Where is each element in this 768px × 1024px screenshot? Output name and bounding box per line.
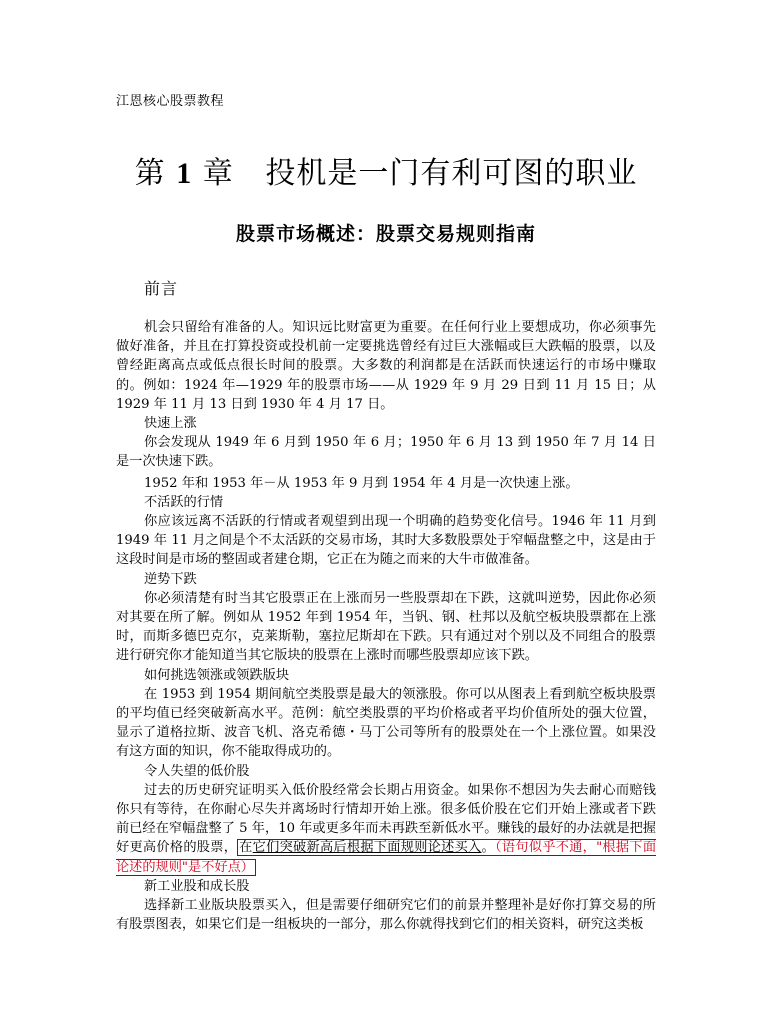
annotated-plain: 在 (239, 840, 253, 856)
chapter-title (116, 148, 656, 192)
paragraph: 你必须清楚有时当其它股票正在上涨而另一些股票却在下跌，这就叫逆势，因此你必须对其要在所了解。例如从 1952 年到 1954 年，当钒、钢、杜邦以及航空板块股票都在上涨时，而斯多德巴克尔，克莱斯勒，塞拉尼斯却在下跌。只有通过对个别以及不同组合的股票进行研究你才能知道当其它版块的股票在上涨时而哪些股票却应该下跌。 (116, 590, 656, 664)
subheading-growth-stocks: 新工业股和成长股 (144, 878, 250, 894)
subheading-low-priced-stocks: 令人失望的低价股 (144, 763, 250, 779)
body-text (116, 318, 656, 935)
chapter-suffix: 章 (192, 156, 234, 191)
subheading-counter-trend: 逆势下跌 (144, 571, 197, 587)
preface-heading: 前言 (144, 279, 179, 298)
paragraph: 选择新工业版块股票买入，但是需要仔细研究它们的前景并整理补是好你打算交易的所有股票图表，如果它们是一组板块的一部分，那么你就得找到它们的相关资料，研究这类板 (116, 898, 656, 933)
subheading-select-leaders: 如何挑选领涨或领跌版块 (144, 667, 290, 683)
chapter-name: 投机是一门有利可图的职业 (265, 156, 638, 191)
subheading-inactive-market: 不活跃的行情 (144, 494, 224, 510)
chapter-number: 1 (176, 157, 193, 190)
paragraph (116, 781, 656, 877)
paragraph: 你应该远离不活跃的行情或者观望到出现一个明确的趋势变化信号。1946 年 11 月到 1949 年 11 月之间是个不太活跃的交易市场，其时大多数股票处于窄幅盘整之中，这是由于这段时间是市场的整固或者建仓期，它正在为随之而来的大牛市做准备。 (116, 514, 656, 568)
editor-note: （语句似乎不通，"根据下面论述的规则"是不好点） (116, 840, 657, 875)
running-header: 江恩核心股票教程 (116, 94, 225, 109)
section-subtitle: 股票市场概述：股票交易规则指南 (235, 223, 536, 245)
paragraph: 在 1953 到 1954 期间航空类股票是最大的领涨股。你可以从图表上看到航空板块股票的平均值已经突破新高水平。范例：航空类股票的平均价格或者平均价值所处的强大位置，显示了道格拉斯、波音飞机、洛克希德・马丁公司等所有的股票处在一个上涨位置。如果没有这方面的知识，你不能取得成功的。 (116, 686, 656, 760)
paragraph: 1952 年和 1953 年－从 1953 年 9 月到 1954 年 4 月是一次快速上涨。 (144, 475, 579, 491)
paragraph: 机会只留给有准备的人。知识远比财富更为重要。在任何行业上要想成功，你必须事先做好准备，并且在打算投资或投机前一定要挑选曾经有过巨大涨幅或巨大跌幅的股票，以及曾经距离高点或低点很长时间的股票。大多数的利润都是在活跃而快速运行的市场中赚取的。例如：1924 年—1929 年的股票市场——从 1929 年 9 月 29 日到 11 月 15 日；从 1929 年 11 月 13 日到 1930 年 4 月 17 日。 (116, 320, 656, 412)
paragraph: 你会发现从 1949 年 6 月到 1950 年 6 月；1950 年 6 月 13 到 1950 年 7 月 14 日是一次快速下跌。 (116, 435, 656, 470)
paragraph-text: 过去的历史研究证明买入低价股经常会长期占用资金。如果你不想因为失去耐心而赔钱你只有等待，在你耐心尽失并离场时行情却开始上涨。很多低价股在它们开始上涨或者下跌前已经在窄幅盘整了 5 年，10 年或更多年而未再跌至新低水平。赚钱的最好的办法就是把握好更高价格的股票， (116, 782, 656, 856)
chapter-prefix: 第 (134, 156, 177, 191)
annotated-underline: 它们突破新高后根据下面规则论述买入 (252, 840, 482, 856)
annotated-period: 。 (481, 840, 495, 856)
subheading-rapid-rise: 快速上涨 (144, 416, 197, 432)
